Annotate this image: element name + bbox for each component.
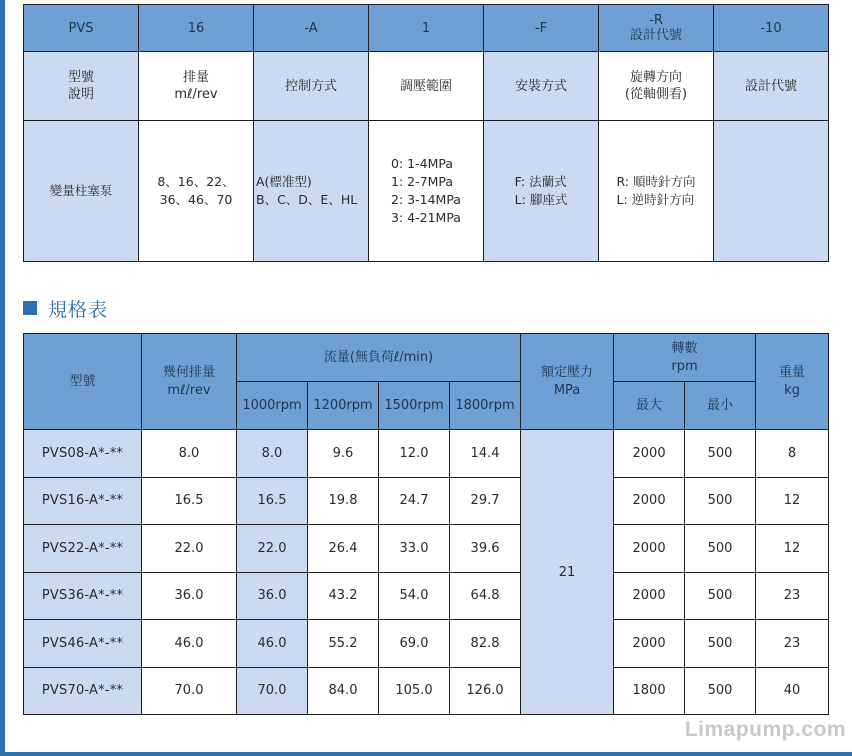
model-code-value-row bbox=[24, 121, 829, 262]
cell-weight: 12 bbox=[756, 477, 829, 525]
control-options: A(標准型) B、C、D、E、HL bbox=[254, 121, 369, 262]
cell-speed-max: 2000 bbox=[614, 620, 685, 668]
cell-speed-min: 500 bbox=[685, 667, 756, 715]
cell-displacement: 36.0 bbox=[142, 572, 237, 620]
cell-displacement: 8.0 bbox=[142, 430, 237, 478]
header-rpm-1200: 1200rpm bbox=[308, 382, 379, 430]
spec-heading bbox=[23, 296, 108, 320]
spec-table bbox=[23, 333, 829, 715]
header-speed-min: 最小 bbox=[685, 382, 756, 430]
cell-flow-1800: 14.4 bbox=[450, 430, 521, 478]
cell-flow-1200: 26.4 bbox=[308, 525, 379, 573]
cell-displacement: 46.0 bbox=[142, 620, 237, 668]
cell-flow-1800: 39.6 bbox=[450, 525, 521, 573]
cell-speed-max: 2000 bbox=[614, 430, 685, 478]
cell-model: PVS70-A*-** bbox=[24, 667, 142, 715]
cell-flow-1200: 84.0 bbox=[308, 667, 379, 715]
cell-flow-1800: 126.0 bbox=[450, 667, 521, 715]
cell-speed-min: 500 bbox=[685, 477, 756, 525]
label-displacement: 排量 mℓ/rev bbox=[139, 52, 254, 121]
pump-name: 變量柱塞泵 bbox=[24, 121, 139, 262]
cell-speed-min: 500 bbox=[685, 572, 756, 620]
cell-speed-max: 2000 bbox=[614, 525, 685, 573]
cell-model: PVS22-A*-** bbox=[24, 525, 142, 573]
table-row bbox=[24, 525, 829, 573]
displacement-options: 8、16、22、 36、46、70 bbox=[139, 121, 254, 262]
cell-weight: 23 bbox=[756, 620, 829, 668]
cell-flow-1200: 19.8 bbox=[308, 477, 379, 525]
label-mounting: 安裝方式 bbox=[484, 52, 599, 121]
table-row bbox=[24, 477, 829, 525]
cell-flow-1000: 22.0 bbox=[237, 525, 308, 573]
cell-weight: 23 bbox=[756, 572, 829, 620]
spec-heading-title: 規格表 bbox=[48, 298, 109, 321]
cell-displacement: 70.0 bbox=[142, 667, 237, 715]
cell-rated-pressure: 21 bbox=[521, 430, 614, 715]
cell-flow-1000: 70.0 bbox=[237, 667, 308, 715]
cell-weight: 8 bbox=[756, 430, 829, 478]
cell-flow-1500: 105.0 bbox=[379, 667, 450, 715]
cell-flow-1800: 82.8 bbox=[450, 620, 521, 668]
label-design-code: 設計代號 bbox=[714, 52, 829, 121]
code-rotation-cell: -R 設計代號 bbox=[599, 5, 714, 52]
cell-flow-1500: 33.0 bbox=[379, 525, 450, 573]
bottom-border-rule bbox=[0, 752, 852, 756]
cell-flow-1000: 8.0 bbox=[237, 430, 308, 478]
cell-flow-1200: 55.2 bbox=[308, 620, 379, 668]
cell-model: PVS36-A*-** bbox=[24, 572, 142, 620]
table-row bbox=[24, 572, 829, 620]
cell-displacement: 16.5 bbox=[142, 477, 237, 525]
cell-flow-1200: 43.2 bbox=[308, 572, 379, 620]
model-code-table bbox=[23, 4, 829, 262]
code-control-cell: -A bbox=[254, 5, 369, 52]
cell-flow-1000: 46.0 bbox=[237, 620, 308, 668]
mounting-options: F: 法蘭式 L: 腳座式 bbox=[514, 174, 568, 207]
cell-flow-1800: 29.7 bbox=[450, 477, 521, 525]
cell-flow-1800: 64.8 bbox=[450, 572, 521, 620]
model-code-header-row bbox=[24, 5, 829, 52]
cell-speed-max: 2000 bbox=[614, 477, 685, 525]
cell-flow-1500: 24.7 bbox=[379, 477, 450, 525]
heading-square-icon bbox=[23, 301, 37, 315]
label-rotation: 旋轉方向 (從軸側看) bbox=[599, 52, 714, 121]
cell-weight: 40 bbox=[756, 667, 829, 715]
pressure-range-options: 0: 1-4MPa 1: 2-7MPa 2: 3-14MPa 3: 4-21MPa bbox=[391, 156, 461, 225]
header-flow: 流量(無負荷ℓ/min) bbox=[237, 334, 521, 382]
header-rpm-1500: 1500rpm bbox=[379, 382, 450, 430]
label-model-desc: 型號 說明 bbox=[24, 52, 139, 121]
cell-model: PVS08-A*-** bbox=[24, 430, 142, 478]
table-row bbox=[24, 667, 829, 715]
header-speed-max: 最大 bbox=[614, 382, 685, 430]
cell-flow-1200: 9.6 bbox=[308, 430, 379, 478]
cell-flow-1000: 16.5 bbox=[237, 477, 308, 525]
header-displacement: 幾何排量 mℓ/rev bbox=[142, 334, 237, 430]
cell-speed-min: 500 bbox=[685, 525, 756, 573]
cell-flow-1500: 12.0 bbox=[379, 430, 450, 478]
rotation-options: R: 順時針方向 L: 逆時針方向 bbox=[616, 174, 696, 207]
spec-header-row-1 bbox=[24, 334, 829, 382]
label-control: 控制方式 bbox=[254, 52, 369, 121]
code-design-cell: -10 bbox=[714, 5, 829, 52]
model-code-label-row bbox=[24, 52, 829, 121]
cell-model: PVS46-A*-** bbox=[24, 620, 142, 668]
table-row bbox=[24, 620, 829, 668]
code-mounting-cell: -F bbox=[484, 5, 599, 52]
cell-flow-1500: 69.0 bbox=[379, 620, 450, 668]
cell-flow-1000: 36.0 bbox=[237, 572, 308, 620]
cell-speed-max: 1800 bbox=[614, 667, 685, 715]
header-speed: 轉數 rpm bbox=[614, 334, 756, 382]
cell-model: PVS16-A*-** bbox=[24, 477, 142, 525]
left-border-rule bbox=[0, 0, 5, 756]
watermark: Limapump.com bbox=[684, 718, 846, 741]
table-row bbox=[24, 430, 829, 478]
cell-weight: 12 bbox=[756, 525, 829, 573]
design-code-value bbox=[714, 121, 829, 262]
header-pressure: 額定壓力 MPa bbox=[521, 334, 614, 430]
cell-displacement: 22.0 bbox=[142, 525, 237, 573]
cell-flow-1500: 54.0 bbox=[379, 572, 450, 620]
header-rpm-1000: 1000rpm bbox=[237, 382, 308, 430]
cell-speed-min: 500 bbox=[685, 430, 756, 478]
code-displacement-cell: 16 bbox=[139, 5, 254, 52]
header-weight: 重量 kg bbox=[756, 334, 829, 430]
header-rpm-1800: 1800rpm bbox=[450, 382, 521, 430]
cell-speed-min: 500 bbox=[685, 620, 756, 668]
header-model: 型號 bbox=[24, 334, 142, 430]
code-series-cell: PVS bbox=[24, 5, 139, 52]
label-pressure-range: 調壓範圍 bbox=[369, 52, 484, 121]
cell-speed-max: 2000 bbox=[614, 572, 685, 620]
code-pressure-cell: 1 bbox=[369, 5, 484, 52]
